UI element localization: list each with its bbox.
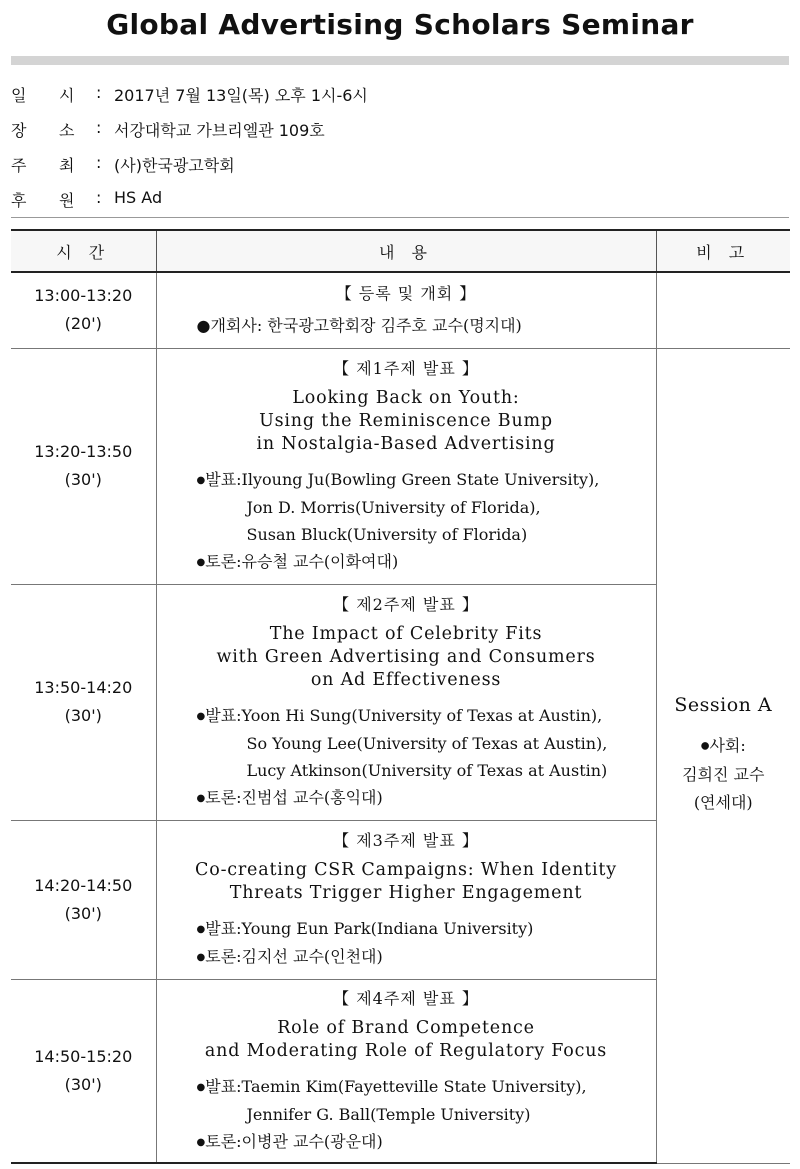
header-content: 내 용 xyxy=(156,230,656,272)
time-range: 13:50-14:20 xyxy=(34,678,133,697)
time-duration: (20') xyxy=(64,314,102,334)
presenter-line xyxy=(157,1073,656,1101)
schedule-table xyxy=(11,229,790,1164)
table-row xyxy=(11,272,790,348)
time-range: 14:50-15:20 xyxy=(34,1046,133,1066)
info-key: 최 xyxy=(59,156,75,175)
presenter-name: Jon D. Morris(University of Florida), xyxy=(246,498,541,517)
moderator-label: 사회: xyxy=(709,736,746,756)
opening-speech-line: ●개회사: 한국광고학회장 김주호 교수(명지대) xyxy=(196,316,522,336)
remark-cell xyxy=(656,272,790,348)
discussant: 토론:진범섭 교수(홍익대) xyxy=(205,788,383,807)
moderator-label-line xyxy=(657,732,791,761)
presenter-name: Taemin Kim(Fayetteville State University), xyxy=(241,1076,587,1096)
presenter-name: Lucy Atkinson(University of Texas at Austin) xyxy=(246,761,608,780)
session-name: Session A xyxy=(674,694,773,717)
discussant-line xyxy=(157,548,656,576)
info-value: (사)한국광고학회 xyxy=(114,156,235,175)
moderator-name: 김희진 교수 xyxy=(682,764,765,784)
time-cell xyxy=(11,348,156,584)
presenter-line xyxy=(157,466,656,494)
info-key: 원 xyxy=(59,191,75,210)
discussant-line xyxy=(157,943,656,971)
paper-title-line: Role of Brand Competence xyxy=(277,1017,535,1038)
presenter-name: Ilyoung Ju(Bowling Green State University), xyxy=(241,470,600,489)
time-duration: (30') xyxy=(64,706,102,725)
session-cell xyxy=(656,348,790,1163)
info-colon: : xyxy=(96,188,102,207)
time-cell xyxy=(11,584,156,820)
time-cell xyxy=(11,979,156,1163)
info-key: 시 xyxy=(59,86,75,105)
bullet-icon: ● xyxy=(196,952,206,963)
time-range: 14:20-14:50 xyxy=(34,875,133,895)
time-cell xyxy=(11,820,156,979)
time-range: 13:20-13:50 xyxy=(34,442,133,461)
presenter-label: 발표: xyxy=(205,706,242,725)
bullet-icon: ● xyxy=(196,475,206,486)
presenter-name: Young Eun Park(Indiana University) xyxy=(241,919,534,938)
presenter-line xyxy=(157,915,656,943)
bullet-icon: ● xyxy=(196,1081,206,1093)
info-colon: : xyxy=(96,83,102,102)
section-heading: 【 제3주제 발표 】 xyxy=(333,831,479,850)
info-value: HS Ad xyxy=(114,188,163,207)
info-key: 소 xyxy=(59,121,75,140)
time-duration: (30') xyxy=(64,903,102,923)
presenter-line xyxy=(157,702,656,730)
time-range: 13:00-13:20 xyxy=(34,286,133,306)
info-key: 주 xyxy=(11,156,27,175)
section-heading: 【 제4주제 발표 】 xyxy=(333,988,479,1008)
bullet-icon: ● xyxy=(196,711,206,722)
discussant-line xyxy=(157,1128,656,1156)
header-time: 시 간 xyxy=(11,230,156,272)
presenter-name: Susan Bluck(University of Florida) xyxy=(246,525,528,544)
bullet-icon: ● xyxy=(196,557,206,568)
paper-title xyxy=(157,859,656,905)
paper-title-line: Co-creating CSR Campaigns: When Identity xyxy=(195,860,617,880)
discussant-line xyxy=(157,784,656,812)
info-value: 서강대학교 가브리엘관 109호 xyxy=(114,121,325,140)
section-heading: 【 제1주제 발표 】 xyxy=(333,359,479,378)
discussant: 토론:김지선 교수(인천대) xyxy=(205,947,383,966)
presenter-label: 발표: xyxy=(205,1076,242,1096)
bullet-icon: ● xyxy=(196,1136,206,1148)
presenter-label: 발표: xyxy=(205,470,242,489)
paper-title-line: The Impact of Celebrity Fits xyxy=(269,624,543,644)
info-colon: : xyxy=(96,118,102,137)
paper-title-line: Looking Back on Youth: xyxy=(292,388,520,408)
content-cell xyxy=(156,348,656,584)
paper-title-line: with Green Advertising and Consumers xyxy=(216,647,596,667)
table-header-row xyxy=(11,230,790,272)
info-key: 장 xyxy=(11,121,27,140)
moderator-affiliation: (연세대) xyxy=(693,792,753,812)
paper-title xyxy=(157,623,656,692)
time-cell xyxy=(11,272,156,348)
divider xyxy=(11,217,789,218)
discussant: 토론:이병관 교수(광운대) xyxy=(205,1131,383,1151)
content-cell xyxy=(156,820,656,979)
presenter-name: So Young Lee(University of Texas at Austin), xyxy=(246,734,608,753)
paper-title xyxy=(157,387,656,456)
content-cell xyxy=(156,272,656,348)
bullet-icon: ● xyxy=(196,793,206,804)
section-heading: 【 제2주제 발표 】 xyxy=(333,595,479,614)
info-key: 후 xyxy=(11,191,27,210)
bullet-icon: ● xyxy=(196,924,206,935)
section-heading: 【 등록 및 개회 】 xyxy=(335,284,477,304)
bullet-icon: ● xyxy=(700,740,710,752)
page-title: Global Advertising Scholars Seminar xyxy=(106,8,694,41)
presenter-name: Jennifer G. Ball(Temple University) xyxy=(246,1104,531,1124)
table-row xyxy=(11,348,790,584)
time-duration: (30') xyxy=(64,1074,102,1094)
discussant: 토론:유승철 교수(이화여대) xyxy=(205,552,399,571)
time-duration: (30') xyxy=(64,470,102,489)
presenter-label: 발표: xyxy=(205,919,242,938)
paper-title-line: in Nostalgia-Based Advertising xyxy=(256,434,556,454)
title-underline-bar xyxy=(11,56,789,65)
info-value: 2017년 7월 13일(목) 오후 1시-6시 xyxy=(114,86,368,105)
info-colon: : xyxy=(96,153,102,172)
header-remark: 비 고 xyxy=(656,230,790,272)
paper-title-line: and Moderating Role of Regulatory Focus xyxy=(204,1040,608,1061)
paper-title xyxy=(157,1017,656,1063)
paper-title-line: on Ad Effectiveness xyxy=(310,670,502,690)
presenter-name: Yoon Hi Sung(University of Texas at Austin), xyxy=(241,706,603,725)
paper-title-line: Using the Reminiscence Bump xyxy=(259,411,553,431)
content-cell xyxy=(156,979,656,1163)
content-cell xyxy=(156,584,656,820)
paper-title-line: Threats Trigger Higher Engagement xyxy=(229,883,583,903)
info-key: 일 xyxy=(11,86,27,105)
